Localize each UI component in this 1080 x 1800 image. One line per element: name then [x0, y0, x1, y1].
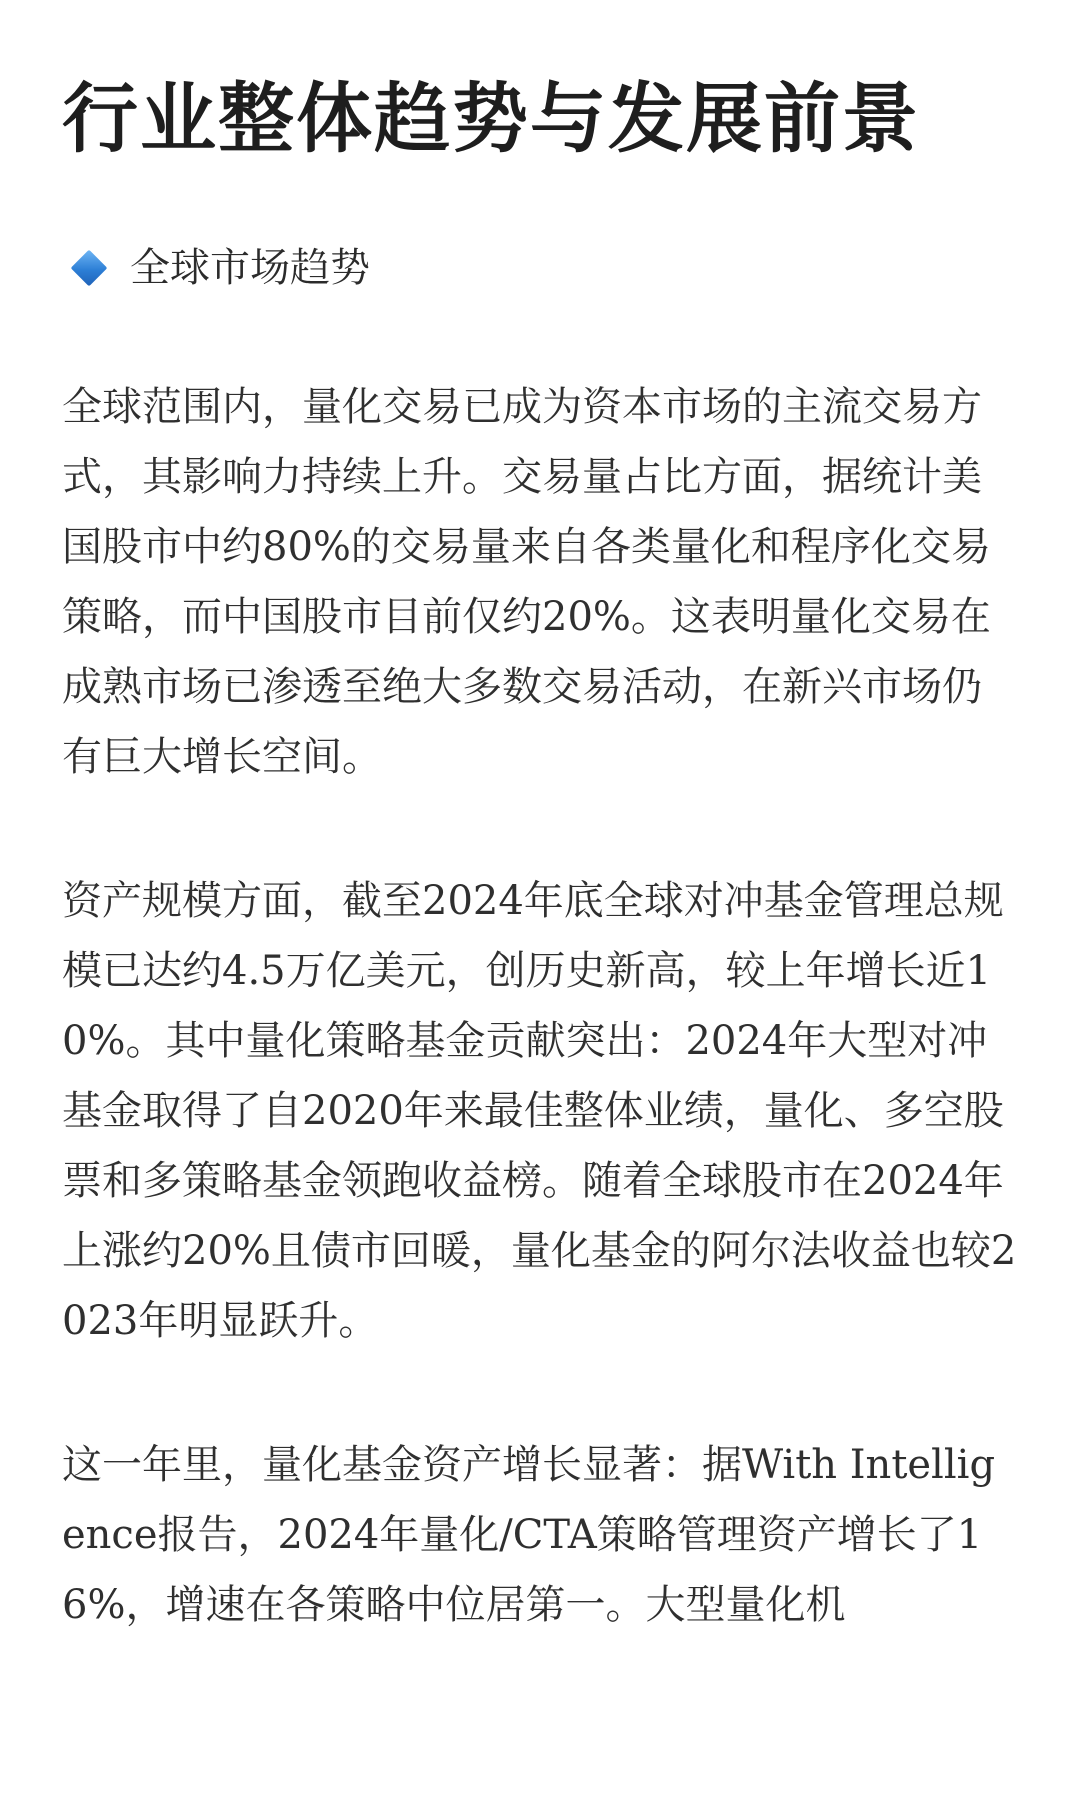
paragraph-asset-scale: 资产规模方面，截至2024年底全球对冲基金管理总规模已达约4.5万亿美元，创历史新高，较上年增长近10%。其中量化策略基金贡献突出：2024年大型对冲基金取得了自2020年来最佳整体业绩，量化、多空股票和多策略基金领跑收益榜。随着全球股市在2024年上涨约20%且债市回暖，量化基金的阿尔法收益也较2023年明显跃升。 — [62, 878, 1017, 1344]
section-heading — [62, 238, 1018, 298]
paragraph-global-trading-share: 全球范围内，量化交易已成为资本市场的主流交易方式，其影响力持续上升。交易量占比方面，据统计美国股市中约80%的交易量来自各类量化和程序化交易策略，而中国股市目前仅约20%。这表明量化交易在成熟市场已渗透至绝大多数交易活动，在新兴市场仍有巨大增长空间。 — [62, 384, 991, 780]
blue-diamond-icon — [71, 250, 108, 287]
section-label: 全球市场趋势 — [130, 245, 370, 291]
paragraph-quant-growth: 这一年里，量化基金资产增长显著：据With Intelligence报告，2024年量化/CTA策略管理资产增长了16%，增速在各策略中位居第一。大型量化机 — [62, 1442, 996, 1628]
page-title: 行业整体趋势与发展前景 — [62, 74, 920, 163]
